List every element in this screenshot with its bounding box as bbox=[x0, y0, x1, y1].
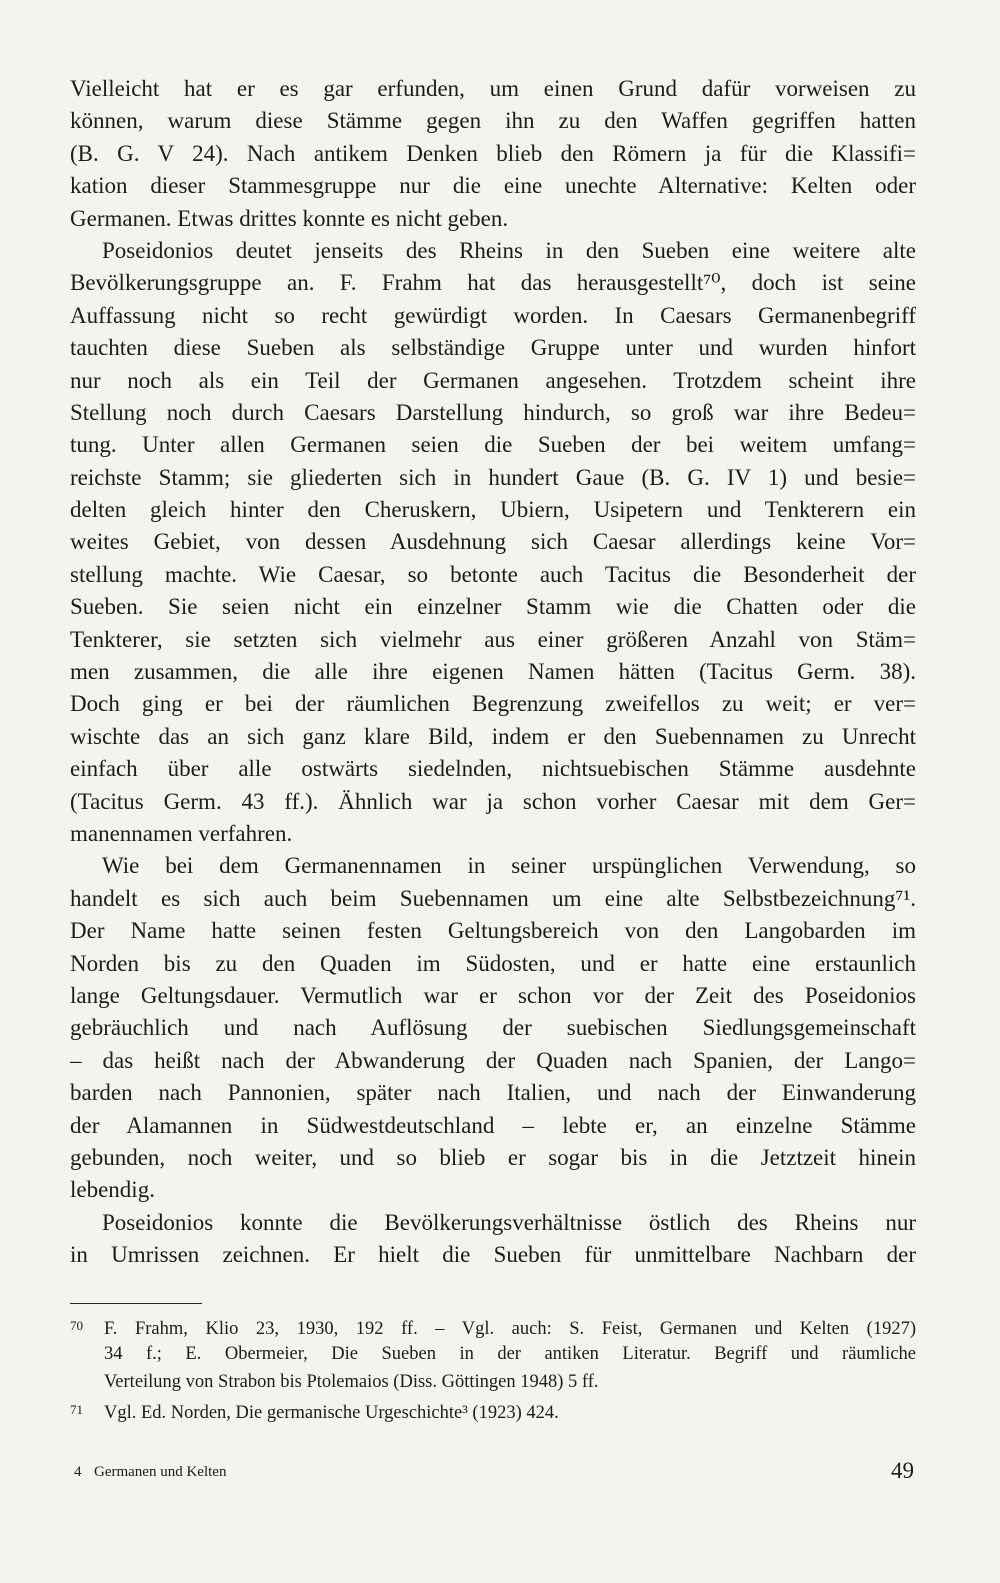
body-line: Tenkterer, sie setzten sich vielmehr aus einer größeren Anzahl von Stäm= bbox=[70, 626, 916, 652]
footnote-text: Vgl. Ed. Norden, Die germanische Urgeschichte³ (1923) 424. bbox=[104, 1403, 559, 1423]
body-line: weites Gebiet, von dessen Ausdehnung sich Caesar allerdings keine Vor= bbox=[70, 529, 916, 555]
body-line: reichste Stamm; sie gliederten sich in hundert Gaue (B. G. IV 1) und besie= bbox=[70, 464, 916, 490]
body-line: (Tacitus Germ. 43 ff.). Ähnlich war ja schon vorher Caesar mit dem Ger= bbox=[70, 788, 916, 814]
body-line: wischte das an sich ganz klare Bild, indem er den Suebennamen zu Unrecht bbox=[70, 723, 916, 749]
body-line: nur noch als ein Teil der Germanen angesehen. Trotzdem scheint ihre bbox=[70, 367, 916, 393]
body-line: manennamen verfahren. bbox=[70, 820, 293, 846]
body-line: Auffassung nicht so recht gewürdigt worden. In Caesars Germanenbegriff bbox=[70, 302, 916, 328]
signature-mark bbox=[74, 1464, 226, 1481]
body-line: (B. G. V 24). Nach antikem Denken blieb den Römern ja für die Klassifi= bbox=[70, 140, 916, 166]
footnote-71 bbox=[70, 1396, 916, 1424]
footnote-70 bbox=[70, 1312, 916, 1340]
body-line: einfach über alle ostwärts siedelnden, nichtsuebischen Stämme ausdehnte bbox=[70, 756, 916, 782]
signature-title: Germanen und Kelten bbox=[94, 1464, 227, 1480]
body-line: können, warum diese Stämme gegen ihn zu den Waffen gegriffen hatten bbox=[70, 108, 916, 134]
body-text bbox=[70, 73, 916, 1271]
body-line: Stellung noch durch Caesars Darstellung hindurch, so groß war ihre Bedeu= bbox=[70, 399, 916, 425]
page-footer bbox=[74, 1458, 914, 1498]
body-line: Der Name hatte seinen festen Geltungsbereich von den Langobarden im bbox=[70, 918, 916, 944]
body-line: Vielleicht hat er es gar erfunden, um einen Grund dafür vorweisen zu bbox=[70, 76, 916, 101]
body-line: lebendig. bbox=[70, 1177, 155, 1203]
body-line: Doch ging er bei der räumlichen Begrenzung zweifellos zu weit; er ver= bbox=[70, 691, 916, 717]
body-line: Sueben. Sie seien nicht ein einzelner Stamm wie die Chatten oder die bbox=[70, 594, 916, 620]
footnote-text: F. Frahm, Klio 23, 1930, 192 ff. – Vgl. auch: S. Feist, Germanen und Kelten (1927) bbox=[104, 1319, 916, 1339]
body-line: delten gleich hinter den Cheruskern, Ubiern, Usipetern und Tenkterern ein bbox=[70, 497, 916, 523]
body-line: tung. Unter allen Germanen seien die Sueben der bei weitem umfang= bbox=[70, 432, 916, 458]
body-line: tauchten diese Sueben als selbständige Gruppe unter und wurden hinfort bbox=[70, 335, 916, 361]
body-line: gebräuchlich und nach Auflösung der suebischen Siedlungsgemeinschaft bbox=[70, 1015, 916, 1041]
footnote-line: Verteilung von Strabon bis Ptolemaios (Diss. Göttingen 1948) 5 ff. bbox=[104, 1372, 599, 1392]
footnote-line: 34 f.; E. Obermeier, Die Sueben in der antiken Literatur. Begriff und räumliche bbox=[104, 1344, 916, 1364]
footnote-divider bbox=[70, 1303, 202, 1304]
body-line: Bevölkerungsgruppe an. F. Frahm hat das herausgestellt⁷⁰, doch ist seine bbox=[70, 270, 916, 296]
body-line: lange Geltungsdauer. Vermutlich war er schon vor der Zeit des Poseidonios bbox=[70, 982, 916, 1008]
body-line: barden nach Pannonien, später nach Italien, und nach der Einwanderung bbox=[70, 1080, 916, 1106]
footnote-number: 71 bbox=[70, 1402, 83, 1417]
body-line: stellung machte. Wie Caesar, so betonte auch Tacitus die Besonderheit der bbox=[70, 561, 916, 587]
page-number: 49 bbox=[891, 1458, 914, 1483]
paragraph-start-line: Poseidonios deutet jenseits des Rheins in den Sueben eine weitere alte bbox=[102, 237, 916, 263]
body-line: handelt es sich auch beim Suebennamen um eine alte Selbstbezeichnung⁷¹. bbox=[70, 885, 916, 911]
footnote-number: 70 bbox=[70, 1318, 83, 1333]
body-line: in Umrissen zeichnen. Er hielt die Sueben für unmittelbare Nachbarn der bbox=[70, 1242, 916, 1268]
paragraph-start-line: Poseidonios konnte die Bevölkerungsverhältnisse östlich des Rheins nur bbox=[102, 1209, 916, 1235]
body-line: gebunden, noch weiter, und so blieb er sogar bis in die Jetztzeit hinein bbox=[70, 1144, 916, 1170]
body-line: der Alamannen in Südwestdeutschland – lebte er, an einzelne Stämme bbox=[70, 1112, 916, 1138]
paragraph-start-line: Wie bei dem Germanennamen in seiner urspünglichen Verwendung, so bbox=[102, 853, 916, 879]
body-line: men zusammen, die alle ihre eigenen Namen hätten (Tacitus Germ. 38). bbox=[70, 659, 916, 685]
body-line: kation dieser Stammesgruppe nur die eine unechte Alternative: Kelten oder bbox=[70, 173, 916, 199]
body-line: Norden bis zu den Quaden im Südosten, und er hatte eine erstaunlich bbox=[70, 950, 916, 976]
signature-number: 4 bbox=[74, 1464, 82, 1480]
body-line: Germanen. Etwas drittes konnte es nicht geben. bbox=[70, 205, 509, 231]
footnotes bbox=[70, 1312, 916, 1424]
body-line: – das heißt nach der Abwanderung der Quaden nach Spanien, der Lango= bbox=[70, 1047, 916, 1073]
